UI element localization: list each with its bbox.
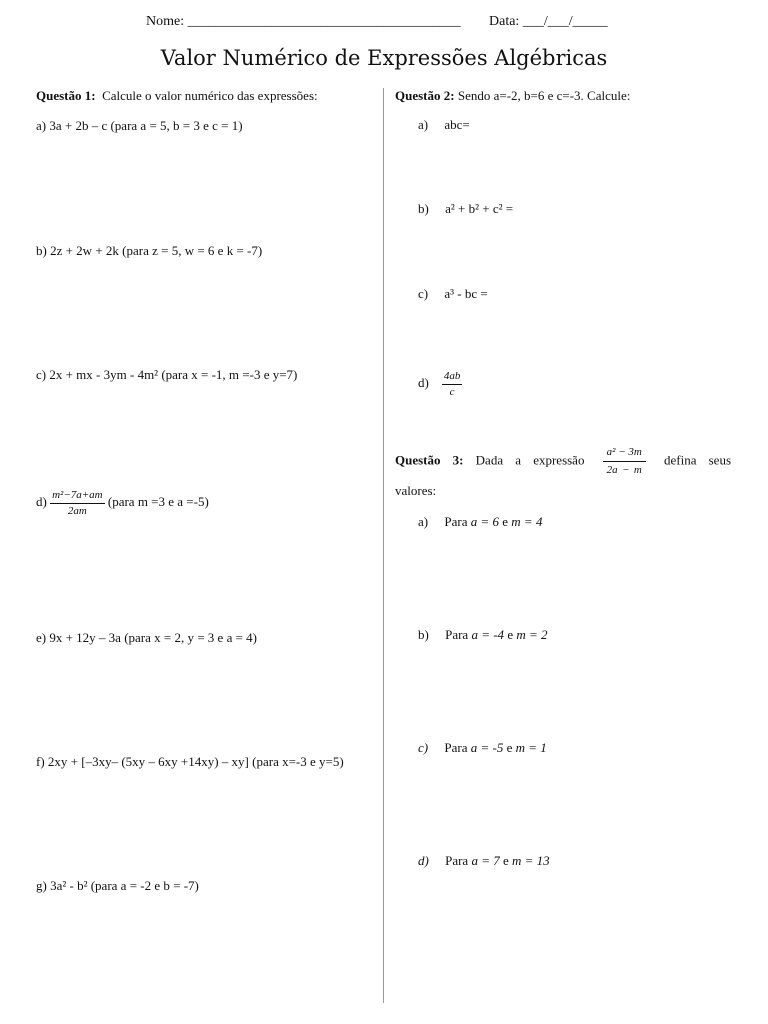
q2-b-expr: a² + b² + c² =	[445, 201, 514, 216]
q1-d-numerator: m²−7a+am	[50, 489, 105, 504]
q3-d-para: Para	[445, 853, 469, 868]
q1-item-f: f) 2xy + [–3xy– (5xy – 6xy +14xy) – xy] (para x=-3 e y=5)	[36, 754, 344, 769]
q2-d-denominator: c	[449, 385, 455, 398]
q3-a-mval: m = 4	[511, 514, 543, 529]
q3-d-mval: m = 13	[512, 853, 550, 868]
q3-numerator: a² − 3m	[603, 446, 646, 462]
q3-text-after: defina seus	[663, 452, 732, 468]
q3-d-e: e	[502, 853, 509, 868]
q3-b-para: Para	[445, 627, 469, 642]
q2-c-letter: c)	[418, 286, 429, 301]
column-divider	[383, 88, 384, 1003]
q3-item-b	[418, 627, 548, 643]
q2-prompt: Sendo a=-2, b=6 e c=-3. Calcule:	[457, 88, 631, 103]
q3-fraction	[603, 446, 646, 477]
q2-a-letter: a)	[418, 117, 429, 132]
q3-b-aval: a = -4	[471, 627, 505, 642]
q3-c-e: e	[506, 740, 513, 755]
name-line: _______________________________________	[187, 14, 461, 29]
q2-item-d	[418, 370, 462, 398]
q3-item-c	[418, 740, 547, 756]
q3-b-e: e	[507, 627, 514, 642]
q1-item-b: b) 2z + 2w + 2k (para z = 5, w = 6 e k = -7)	[36, 243, 263, 258]
q2-item-c	[418, 286, 488, 302]
q2-d-letter: d)	[418, 375, 429, 391]
q3-b-letter: b)	[418, 627, 429, 642]
q3-item-a	[418, 514, 542, 530]
name-field	[146, 14, 461, 30]
q3-a-letter: a)	[418, 514, 429, 529]
q3-c-mval: m = 1	[515, 740, 547, 755]
date-field	[489, 14, 608, 30]
q3-label: Questão 3:	[395, 452, 464, 468]
q3-header	[395, 446, 731, 504]
q2-item-a	[418, 117, 470, 133]
q1-item-g: g) 3a² - b² (para a = -2 e b = -7)	[36, 878, 199, 893]
q3-c-aval: a = -5	[470, 740, 504, 755]
q3-c-letter: c)	[418, 740, 429, 755]
q3-a-e: e	[502, 514, 509, 529]
q2-a-expr: abc=	[444, 117, 470, 132]
q3-denominator: 2a − m	[606, 464, 642, 477]
name-label: Nome:	[146, 14, 185, 29]
q1-prompt: Calcule o valor numérico das expressões:	[102, 88, 318, 103]
q3-item-d	[418, 853, 550, 869]
date-line: ___/___/_____	[522, 14, 608, 29]
q3-a-aval: a = 6	[470, 514, 499, 529]
q2-b-letter: b)	[418, 201, 429, 216]
q2-d-fraction	[442, 370, 463, 398]
q3-text-last: valores:	[395, 483, 437, 499]
q1-item-a: a) 3a + 2b – c (para a = 5, b = 3 e c = 1)	[36, 118, 243, 133]
q1-d-fraction	[50, 489, 105, 517]
q1-d-denominator: 2am	[67, 504, 87, 517]
date-label: Data:	[489, 14, 520, 29]
q2-d-numerator: 4ab	[442, 370, 463, 385]
q1-item-c: c) 2x + mx - 3ym - 4m² (para x = -1, m =-3 e y=7)	[36, 367, 298, 382]
q1-item-e: e) 9x + 12y – 3a (para x = 2, y = 3 e a = 4)	[36, 630, 258, 645]
q1-item-d	[36, 489, 209, 517]
q2-item-b	[418, 201, 513, 217]
q3-a-para: Para	[444, 514, 468, 529]
q1-d-condition: (para m =3 e a =-5)	[107, 494, 209, 510]
q2-label: Questão 2:	[395, 88, 455, 103]
q3-d-aval: a = 7	[471, 853, 500, 868]
q2-c-expr: a³ - bc =	[444, 286, 488, 301]
q3-c-para: Para	[444, 740, 468, 755]
page-title: Valor Numérico de Expressões Algébricas	[160, 46, 608, 70]
q3-d-letter: d)	[418, 853, 429, 868]
q3-text-before: Dada a expressão	[475, 452, 585, 468]
q1-header	[36, 88, 318, 104]
q1-d-letter: d)	[36, 494, 47, 510]
q2-header	[395, 88, 630, 104]
q1-label: Questão 1:	[36, 88, 96, 103]
q3-b-mval: m = 2	[516, 627, 548, 642]
